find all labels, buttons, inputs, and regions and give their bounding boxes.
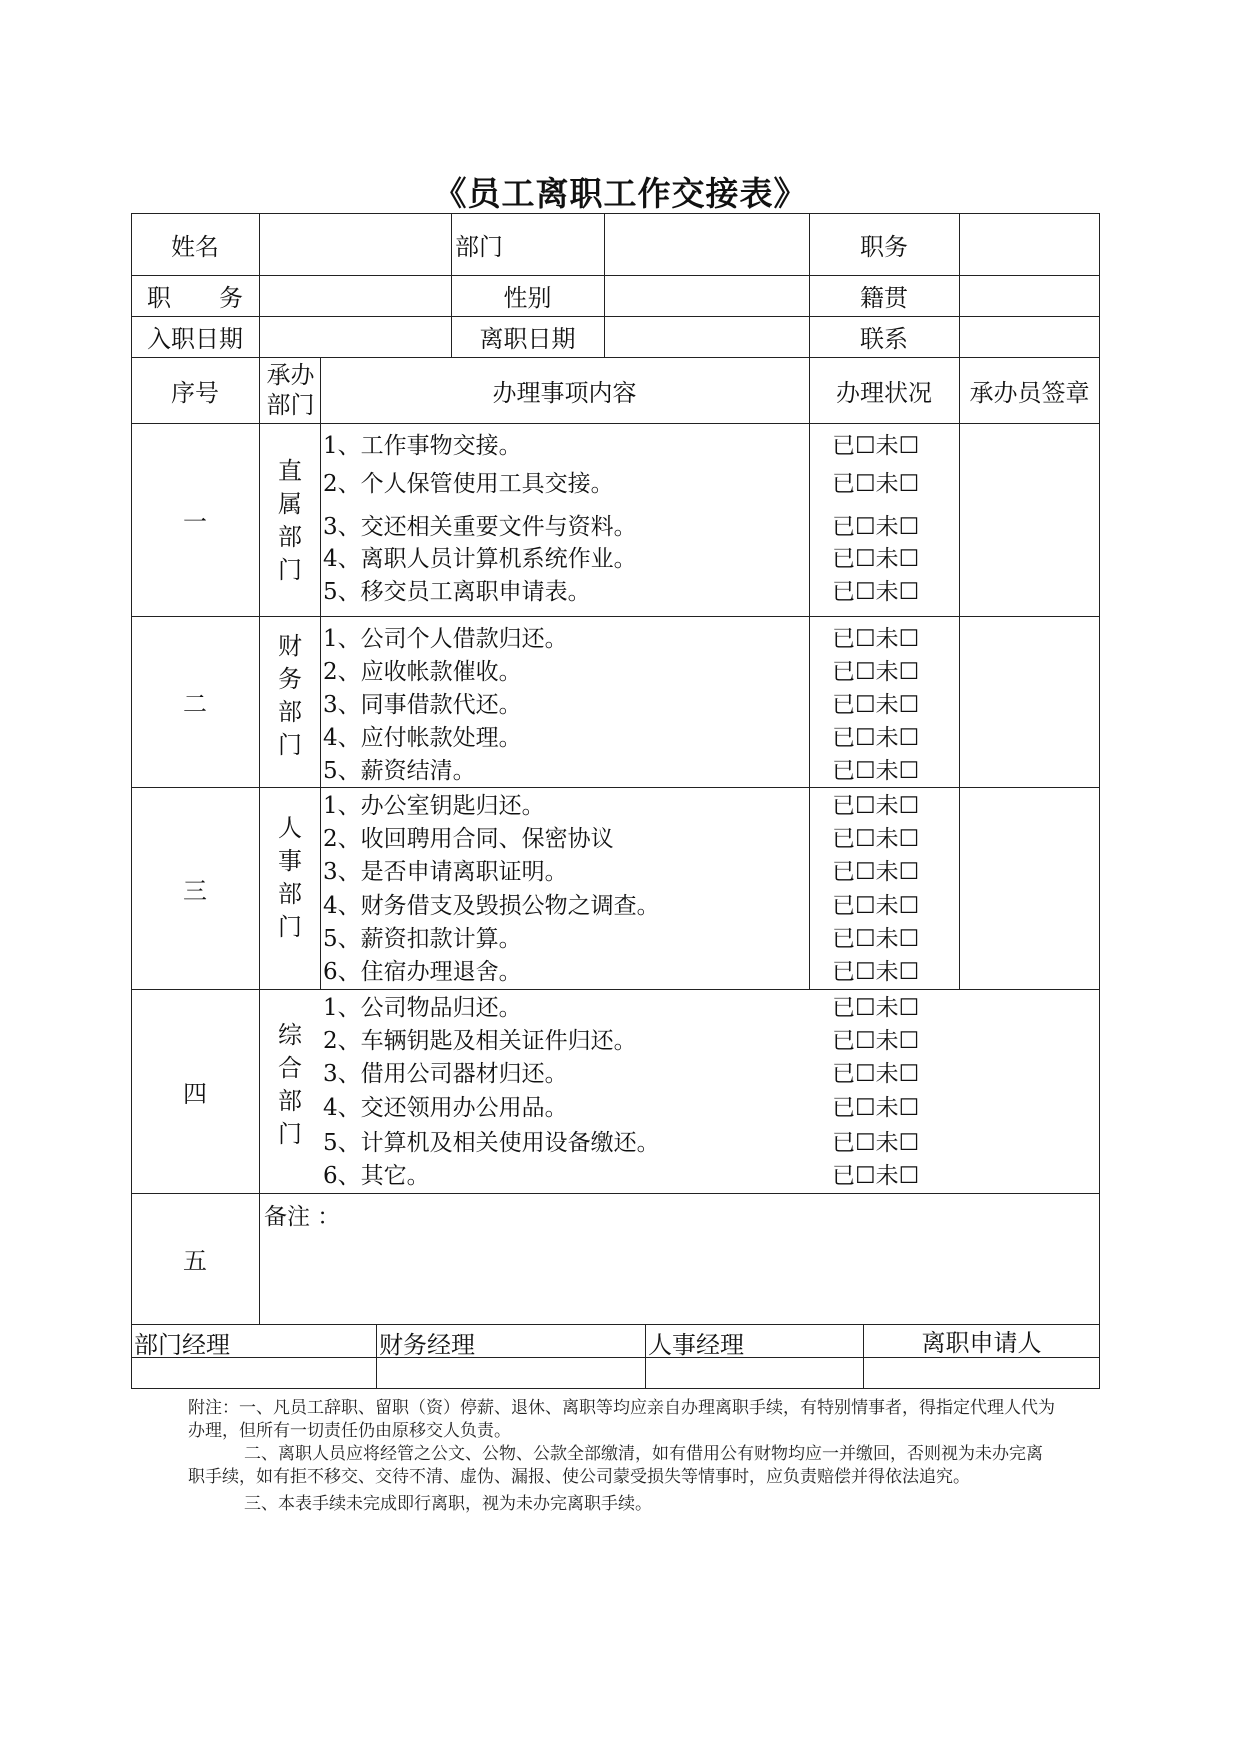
status-checkboxes[interactable]: 已☐未☐	[832, 1095, 920, 1121]
row-divider	[131, 423, 1100, 424]
col-divider	[320, 357, 321, 989]
handover-item: 4、应付帐款处理。	[323, 725, 522, 751]
handover-item: 4、交还领用办公用品。	[323, 1095, 568, 1121]
section-dept-char: 直	[278, 457, 302, 485]
section-dept	[272, 812, 308, 944]
section-dept-char: 部	[278, 698, 302, 726]
section-dept-char: 综	[278, 1021, 302, 1049]
status-checkboxes[interactable]: 已☐未☐	[832, 758, 920, 784]
status-checkboxes[interactable]: 已☐未☐	[832, 1028, 920, 1054]
status-checkboxes[interactable]: 已☐未☐	[832, 433, 920, 459]
row-divider	[131, 989, 1100, 990]
gender-label: 性别	[503, 284, 552, 312]
section-seq: 三	[183, 876, 207, 905]
section-dept-char: 人	[278, 814, 302, 842]
status-checkboxes[interactable]: 已☐未☐	[832, 1163, 920, 1189]
handover-item: 2、车辆钥匙及相关证件归还。	[323, 1028, 637, 1054]
position-label: 职务	[860, 232, 908, 261]
status-checkboxes[interactable]: 已☐未☐	[832, 514, 920, 540]
position-label-2: 职 务	[147, 284, 243, 312]
dept-manager-signature[interactable]	[133, 1359, 374, 1387]
sign-column-header: 承办员签章	[969, 378, 1090, 407]
handover-item: 2、个人保管使用工具交接。	[323, 471, 614, 497]
applicant-signature[interactable]	[865, 1359, 1098, 1387]
contact-label: 联系	[860, 325, 908, 353]
handover-item: 1、公司物品归还。	[323, 995, 522, 1021]
dept-field[interactable]	[604, 213, 809, 275]
section-dept-char: 部	[278, 1087, 302, 1115]
footnote-3: 三、本表手续未完成即行离职，视为未办完离职手续。	[244, 1494, 652, 1514]
form-title: 《员工离职工作交接表》	[433, 174, 808, 213]
section-dept-char: 门	[278, 556, 302, 584]
handover-item: 3、是否申请离职证明。	[323, 859, 568, 885]
row-divider	[131, 1193, 1100, 1194]
content-column-header: 办理事项内容	[492, 378, 637, 407]
status-checkboxes[interactable]: 已☐未☐	[832, 793, 920, 819]
status-checkboxes[interactable]: 已☐未☐	[832, 659, 920, 685]
status-checkboxes[interactable]: 已☐未☐	[832, 893, 920, 919]
seq-column-header: 序号	[171, 378, 219, 407]
status-checkboxes[interactable]: 已☐未☐	[832, 1061, 920, 1087]
status-checkboxes[interactable]: 已☐未☐	[832, 1130, 920, 1156]
handover-item: 3、借用公司器材归还。	[323, 1061, 568, 1087]
position-field-2[interactable]	[259, 275, 451, 316]
section-dept-char: 部	[278, 880, 302, 908]
section-dept-char: 财	[278, 632, 302, 660]
remarks-seq: 五	[183, 1247, 207, 1275]
finance-manager-label: 财务经理	[379, 1331, 475, 1359]
handover-item: 4、离职人员计算机系统作业。	[323, 546, 637, 572]
gender-field[interactable]	[604, 275, 809, 316]
hire-date-label: 入职日期	[147, 325, 243, 353]
handover-item: 2、应收帐款催收。	[323, 659, 522, 685]
section-dept-char: 务	[278, 665, 302, 693]
handover-item: 1、办公室钥匙归还。	[323, 793, 545, 819]
section-dept	[272, 1019, 308, 1151]
section-dept-char: 属	[278, 490, 302, 518]
handover-item: 3、交还相关重要文件与资料。	[323, 514, 637, 540]
handover-item: 6、其它。	[323, 1163, 430, 1189]
handover-item: 5、移交员工离职申请表。	[323, 579, 591, 605]
status-checkboxes[interactable]: 已☐未☐	[832, 859, 920, 885]
section-dept-char: 事	[278, 847, 302, 875]
status-checkboxes[interactable]: 已☐未☐	[832, 926, 920, 952]
handover-item: 1、公司个人借款归还。	[323, 626, 568, 652]
handover-item: 5、薪资扣款计算。	[323, 926, 522, 952]
status-checkboxes[interactable]: 已☐未☐	[832, 626, 920, 652]
section-dept	[272, 630, 308, 762]
section-seq: 二	[183, 690, 207, 718]
status-checkboxes[interactable]: 已☐未☐	[832, 995, 920, 1021]
section-seq: 一	[183, 508, 207, 536]
handover-item: 4、财务借支及毁损公物之调查。	[323, 893, 660, 919]
handover-item: 6、住宿办理退舍。	[323, 959, 522, 985]
section-dept-char: 门	[278, 1120, 302, 1148]
footnote-2: 二、离职人员应将经管之公文、公物、公款全部缴清，如有借用公有财物均应一并缴回，否则视为未办完离职手续，如有拒不移交、交待不清、虚伪、漏报、使公司蒙受损失等情事时，应负责赔偿并得依法追究。	[188, 1444, 1043, 1487]
section-dept	[272, 455, 308, 587]
status-checkboxes[interactable]: 已☐未☐	[832, 692, 920, 718]
dept-label: 部门	[455, 232, 503, 261]
handover-item: 3、同事借款代还。	[323, 692, 522, 718]
hr-manager-label: 人事经理	[648, 1331, 744, 1359]
native-place-label: 籍贯	[860, 284, 908, 312]
col-divider	[645, 1324, 646, 1389]
row-divider	[131, 787, 1100, 788]
footnotes	[188, 1397, 1058, 1516]
handover-item: 2、收回聘用合同、保密协议	[323, 826, 614, 852]
contact-field[interactable]	[959, 316, 1100, 357]
row-divider	[131, 616, 1100, 617]
section-dept-char: 合	[278, 1054, 302, 1082]
position-field[interactable]	[959, 213, 1100, 275]
name-label: 姓名	[171, 232, 219, 261]
col-divider	[259, 357, 260, 1324]
handover-item: 5、薪资结清。	[323, 758, 476, 784]
remarks-label: 备注 ：	[264, 1204, 341, 1230]
name-field[interactable]	[259, 213, 451, 275]
section-dept-char: 门	[278, 913, 302, 941]
footnote-1: 附注：一、凡员工辞职、留职（资）停薪、退休、离职等均应亲自办理离职手续，有特别情事者，得指定代理人代为办理，但所有一切责任仍由原移交人负责。	[188, 1398, 1055, 1441]
status-checkboxes[interactable]: 已☐未☐	[832, 579, 920, 605]
applicant-label: 离职申请人	[921, 1329, 1042, 1357]
status-checkboxes[interactable]: 已☐未☐	[832, 546, 920, 572]
hr-manager-signature[interactable]	[647, 1359, 861, 1387]
col-divider	[376, 1324, 377, 1389]
dept-column-header: 承办部门	[266, 361, 315, 419]
handover-item: 1、工作事物交接。	[323, 433, 522, 459]
handover-item: 5、计算机及相关使用设备缴还。	[323, 1130, 660, 1156]
leave-date-label: 离职日期	[479, 325, 576, 353]
section-dept-char: 部	[278, 523, 302, 551]
status-column-header: 办理状况	[836, 378, 932, 407]
hire-date-field[interactable]	[259, 316, 451, 357]
section-dept-char: 门	[278, 731, 302, 759]
remarks-field[interactable]	[262, 1230, 1094, 1320]
dept-manager-label: 部门经理	[134, 1331, 230, 1359]
finance-manager-signature[interactable]	[378, 1359, 643, 1387]
leave-date-field[interactable]	[604, 316, 809, 357]
status-checkboxes[interactable]: 已☐未☐	[832, 471, 920, 497]
status-checkboxes[interactable]: 已☐未☐	[832, 959, 920, 985]
status-checkboxes[interactable]: 已☐未☐	[832, 725, 920, 751]
native-place-field[interactable]	[959, 275, 1100, 316]
section-seq: 四	[183, 1079, 207, 1108]
status-checkboxes[interactable]: 已☐未☐	[832, 826, 920, 852]
